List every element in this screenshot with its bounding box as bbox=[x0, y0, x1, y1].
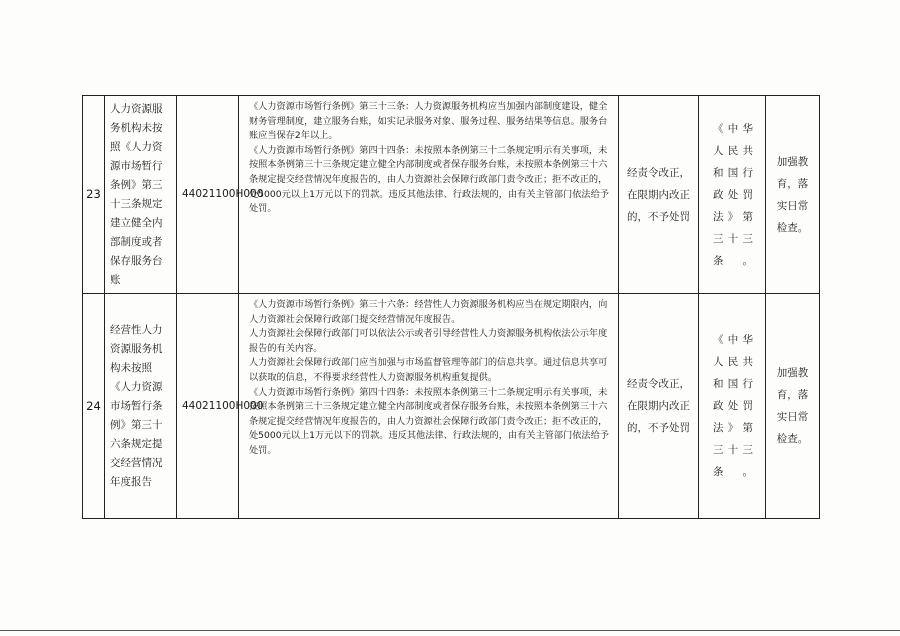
table-row bbox=[83, 96, 820, 294]
legal-provision bbox=[239, 294, 619, 519]
legal-provision bbox=[239, 96, 619, 294]
legal-paragraph: 《人力资源市场暂行条例》第四十四条：未按照本条例第三十二条规定明示有关事项，未按照本条例第三十三条规定建立健全内部制度或者保存服务台账，未按照本条例第三十六条规定提交经营情况年度报告的，由人力资源社会保障行政部门责令改正；拒不改正的，处5000元以上1万元以下的罚款。违反其他法律、行政法规的，由有关主管部门依法给予处罚。 bbox=[249, 386, 609, 456]
supervision-measure: 加强教育，落实日常检查。 bbox=[766, 96, 820, 294]
penalty-condition: 经责令改正，在限期内改正的，不予处罚 bbox=[619, 294, 699, 519]
item-code: 44021100H000 bbox=[177, 294, 239, 519]
table-row bbox=[83, 294, 820, 519]
page-edge-line bbox=[0, 630, 900, 631]
row-number: 23 bbox=[83, 96, 105, 294]
legal-paragraph: 《人力资源市场暂行条例》第三十六条：经营性人力资源服务机构应当在规定期限内，向人力资源社会保障行政部门提交经营情况年度报告。 bbox=[249, 299, 608, 325]
legal-paragraph: 《人力资源市场暂行条例》第四十四条：未按照本条例第三十二条规定明示有关事项，未按照本条例第三十三条规定建立健全内部制度或者保存服务台账，未按照本条例第三十六条规定提交经营情况年度报告的，由人力资源社会保障行政部门责令改正；拒不改正的，处5000元以上1万元以下的罚款。违反其他法律、行政法规的，由有关主管部门依法给予处罚。 bbox=[249, 144, 609, 215]
legal-paragraph: 《人力资源市场暂行条例》第三十三条：人力资源服务机构应当加强内部制度建设，健全财务管理制度，建立服务台账，如实记录服务对象、服务过程、服务结果等信息。服务台账应当保存2年以上。 bbox=[249, 101, 608, 142]
regulation-table bbox=[82, 95, 820, 519]
item-code: 44021100H000 bbox=[177, 96, 239, 294]
violation-item: 人力资源服务机构未按照《人力资源市场暂行条例》第三十三条规定建立健全内部制度或者保存服务台账 bbox=[105, 96, 177, 294]
violation-item: 经营性人力资源服务机构未按照《人力资源市场暂行条例》第三十六条规定提交经营情况年度报告 bbox=[105, 294, 177, 519]
penalty-condition: 经责令改正，在限期内改正的，不予处罚 bbox=[619, 96, 699, 294]
legal-basis: 《中华人民共和国行政处罚法》第三十三条。 bbox=[699, 294, 766, 519]
legal-basis: 《中华人民共和国行政处罚法》第三十三条。 bbox=[699, 96, 766, 294]
legal-paragraph: 人力资源社会保障行政部门应当加强与市场监督管理等部门的信息共享。通过信息共享可以获取的信息，不得要求经营性人力资源服务机构重复提供。 bbox=[249, 357, 608, 383]
supervision-measure: 加强教育，落实日常检查。 bbox=[766, 294, 820, 519]
legal-paragraph: 人力资源社会保障行政部门可以依法公示或者引导经营性人力资源服务机构依法公示年度报告的有关内容。 bbox=[249, 328, 608, 354]
row-number: 24 bbox=[83, 294, 105, 519]
